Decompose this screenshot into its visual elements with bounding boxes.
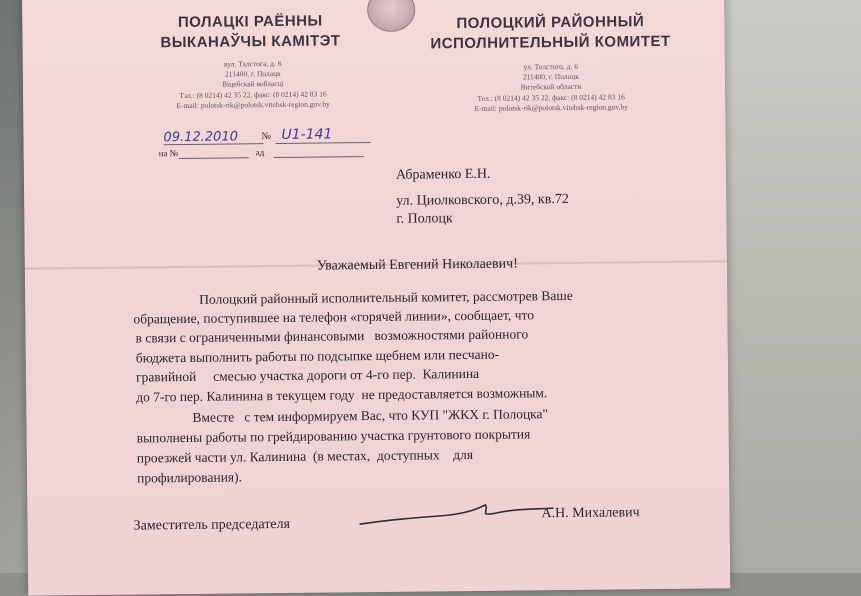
header-right-line1: ПОЛОЦКИЙ РАЙОННЫЙ — [456, 13, 645, 33]
recipient-city: г. Полоцк — [396, 211, 453, 227]
body-line-7: Вместе с тем информируем Вас, что КУП "ЖКХ г. Полоцка" — [192, 406, 549, 425]
header-right-addr3: Витебской области — [520, 81, 582, 92]
reference-underline — [179, 157, 249, 159]
greeting: Уважаемый Евгений Николаевич! — [316, 256, 518, 274]
body-line-8: выполнены работы по грейдированию участка грунтового покрытия — [136, 426, 531, 446]
recipient-street: ул. Циолковского, д.39, кв.72 — [396, 191, 569, 209]
header-left-addr3: Віцебскай вобласці — [222, 78, 284, 89]
header-left-email: E-mail: polotsk-rik@polotsk.vitebsk-region.gov.by — [176, 99, 330, 111]
body-line-5: гравийной смесью участка дороги от 4-го пер. Калинина — [135, 365, 480, 385]
header-right-addr2: 211400, г. Полоцк — [522, 71, 580, 82]
header-left-line1: ПОЛАЦКІ РАЁННЫ — [177, 12, 323, 32]
body-line-10: профилирования). — [136, 469, 243, 486]
number-label: № — [261, 131, 272, 143]
header-left-phone: Тэл.: (8 0214) 42 35 22, факс: (8 0214) 42 83 16 — [179, 89, 327, 101]
body-line-6: до 7-го пер. Калинина в текущем году не предоставляется возможным. — [136, 385, 548, 405]
body-line-1: Полоцкий районный исполнительный комитет, рассмотрев Ваше — [199, 287, 573, 307]
handwritten-signature — [357, 500, 557, 532]
number-underline — [276, 142, 371, 144]
header-right-line2: ИСПОЛНИТЕЛЬНЫЙ КОМИТЕТ — [430, 32, 671, 53]
letter-paper — [22, 0, 730, 596]
signature-title: Заместитель председателя — [133, 516, 291, 534]
reference-label: на № — [158, 148, 179, 159]
header-right-email: E-mail: polotsk-rik@polotsk.vitebsk-region.gov.by — [474, 102, 629, 113]
body-line-3: в связи с ограниченными финансовыми возможностями районного — [135, 326, 529, 346]
recipient-name: Абраменко Е.Н. — [395, 166, 491, 183]
header-left-line2: ВЫКАНАЎЧЫ КАМІТЭТ — [160, 32, 341, 52]
signature-name: А.Н. Михалевич — [541, 505, 640, 522]
letter-number-handwritten: U1-141 — [281, 126, 333, 143]
header-right-addr1: ул. Толстого, д. 6 — [523, 61, 578, 72]
reference-from-label: ад — [255, 147, 265, 158]
reference-from-underline — [274, 156, 364, 158]
header-right-phone: Тел.: (8 0214) 42 35 22, факс: (8 0214) 42 83 16 — [477, 92, 625, 103]
header-left-addr2: 211400, г. Полацк — [224, 68, 281, 79]
header-left-addr1: вул. Талстога, д. 6 — [223, 58, 282, 69]
body-line-4: бюджета выполнить работы по подсыпке щебнем или песчано- — [135, 346, 500, 366]
letter-date-handwritten: 09.12.2010 — [163, 129, 239, 146]
state-emblem — [367, 0, 415, 32]
body-line-9: проезжей части ул. Калинина (в местах, доступных для — [136, 446, 474, 466]
body-line-2: обращение, поступившее на телефон «горячей линии», сообщает, что — [133, 307, 535, 327]
date-underline — [164, 143, 264, 145]
